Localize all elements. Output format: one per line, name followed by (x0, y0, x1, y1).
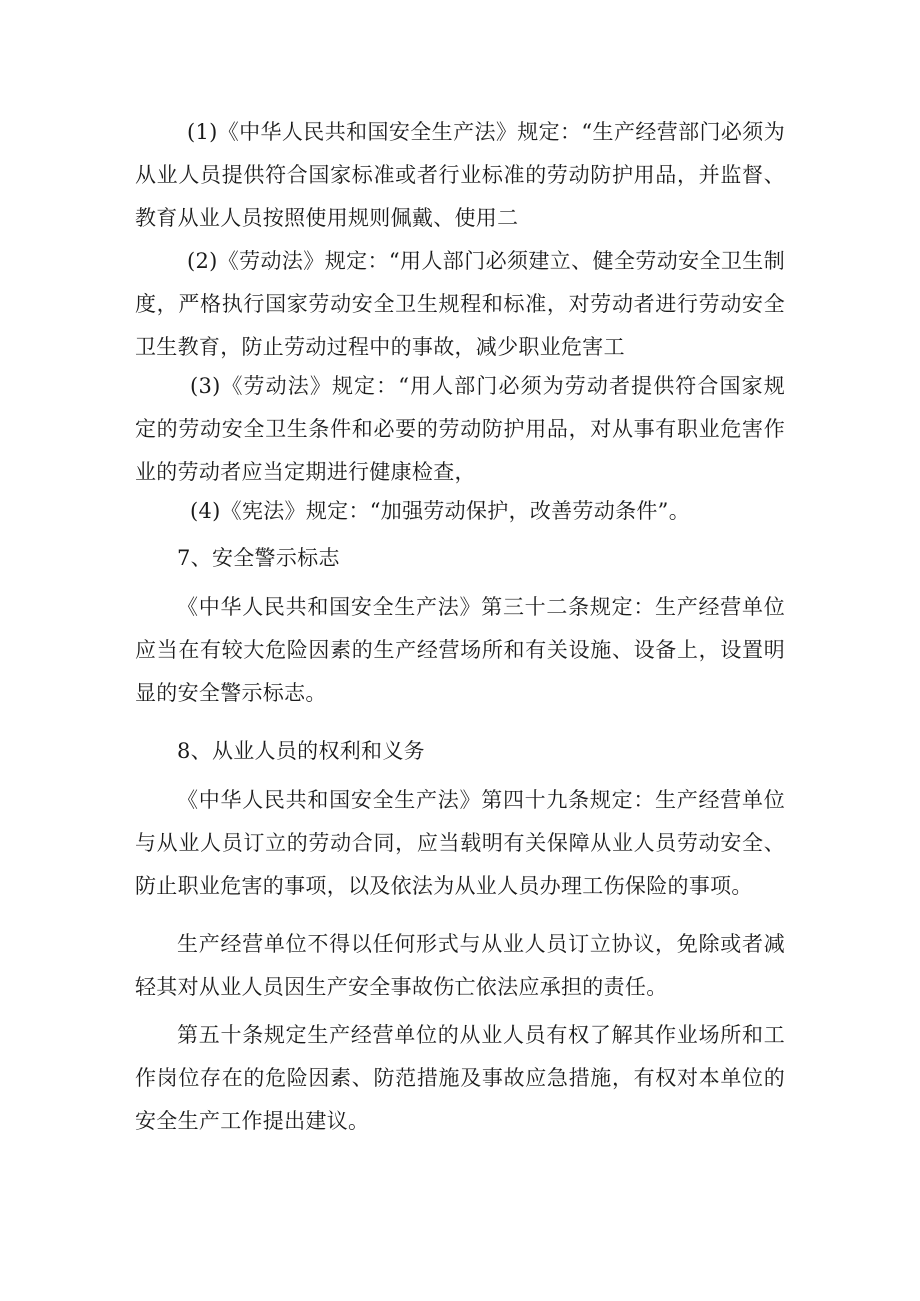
paragraph-section-8-b: 生产经营单位不得以任何形式与从业人员订立协议，免除或者减轻其对从业人员因生产安全事故伤亡依法应承担的责任。 (135, 932, 785, 999)
section-heading-7: 7、安全警示标志 (177, 546, 340, 570)
paragraph-law-1: (1)《中华人民共和国安全生产法》规定：“生产经营部门必须为从业人员提供符合国家标准或者行业标准的劳动防护用品，并监督、教育从业人员按照使用规则佩戴、使用二 (135, 120, 785, 230)
section-heading-8: 8、从业人员的权利和义务 (177, 739, 425, 763)
paragraph-section-8-a: 《中华人民共和国安全生产法》第四十九条规定：生产经营单位与从业人员订立的劳动合同，应当载明有关保障从业人员劳动安全、防止职业危害的事项，以及依法为从业人员办理工伤保险的事项。 (135, 788, 785, 898)
paragraph-law-3: (3)《劳动法》规定：“用人部门必须为劳动者提供符合国家规定的劳动安全卫生条件和必要的劳动防护用品，对从事有职业危害作业的劳动者应当定期进行健康检查， (135, 374, 785, 484)
paragraph-section-7: 《中华人民共和国安全生产法》第三十二条规定：生产经营单位应当在有较大危险因素的生产经营场所和有关设施、设备上，设置明显的安全警示标志。 (135, 595, 785, 705)
paragraph-law-2: (2)《劳动法》规定：“用人部门必须建立、健全劳动安全卫生制度，严格执行国家劳动安全卫生规程和标准，对劳动者进行劳动安全卫生教育，防止劳动过程中的事故，减少职业危害工 (135, 249, 785, 359)
paragraph-section-8-c: 第五十条规定生产经营单位的从业人员有权了解其作业场所和工作岗位存在的危险因素、防范措施及事故应急措施，有权对本单位的安全生产工作提出建议。 (135, 1023, 785, 1133)
paragraph-law-4: (4)《宪法》规定：“加强劳动保护，改善劳动条件”。 (190, 499, 691, 523)
